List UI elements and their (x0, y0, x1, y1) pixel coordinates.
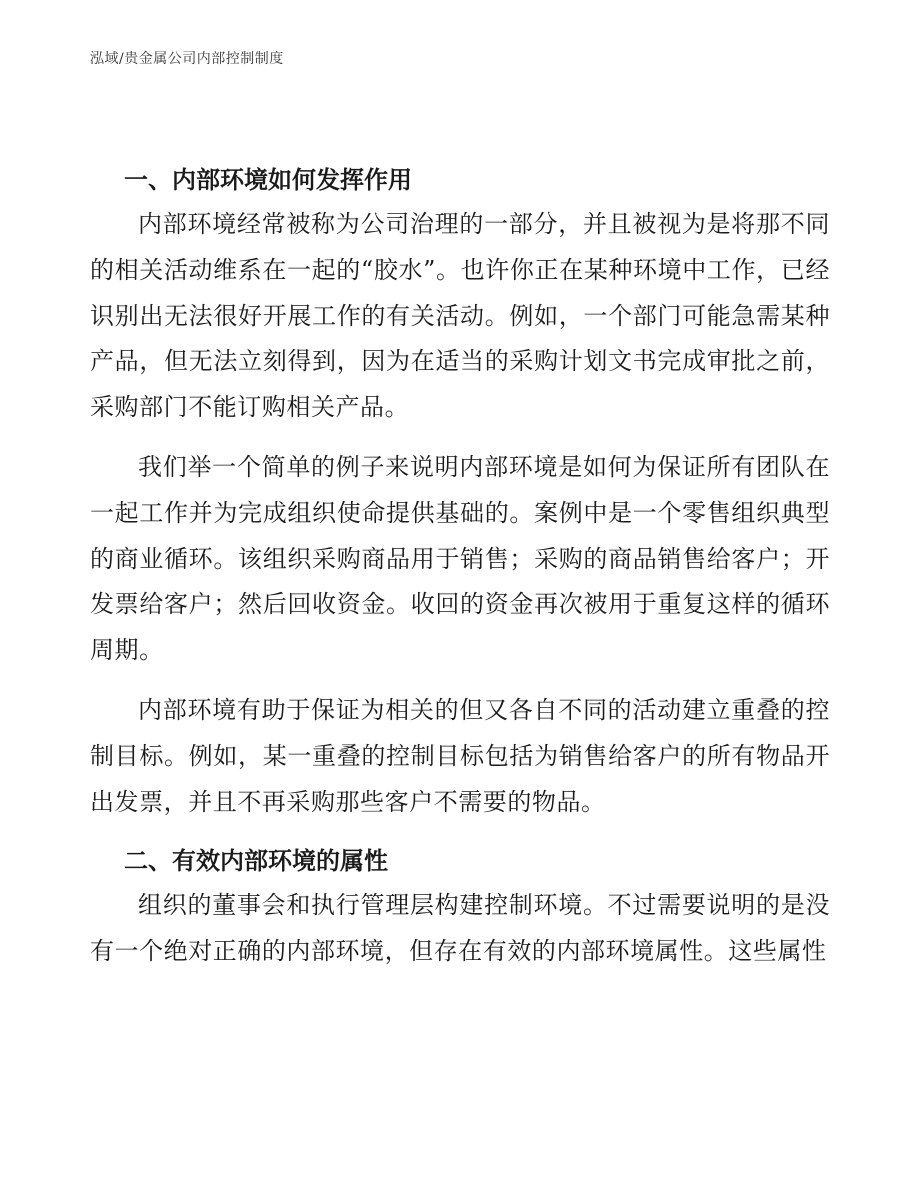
paragraph-4: 组织的董事会和执行管理层构建控制环境。不过需要说明的是没有一个绝对正确的内部环境，但存在有效的内部环境属性。这些属性 (90, 891, 830, 966)
paragraph-3: 内部环境有助于保证为相关的但又各自不同的活动建立重叠的控制目标。例如，某一重叠的控制目标包括为销售给客户的所有物品开出发票，并且不再采购那些客户不需要的物品。 (90, 695, 830, 816)
header-divider (90, 76, 830, 77)
document-body (90, 158, 830, 975)
section-heading-2: 二、有效内部环境的属性 (124, 846, 388, 876)
paragraph-2: 我们举一个简单的例子来说明内部环境是如何为保证所有团队在一起工作并为完成组织使命提供基础的。案例中是一个零售组织典型的商业循环。该组织采购商品用于销售；采购的商品销售给客户；开发票给客户；然后回收资金。收回的资金再次被用于重复这样的循环周期。 (90, 452, 830, 665)
section-heading-1: 一、内部环境如何发挥作用 (124, 165, 412, 194)
page-header: 泓域/贵金属公司内部控制制度 (90, 51, 284, 67)
paragraph-1: 内部环境经常被称为公司治理的一部分，并且被视为是将那不同的相关活动维系在一起的“胶水”。也许你正在某种环境中工作，已经识别出无法很好开展工作的有关活动。例如，一个部门可能急需某种产品，但无法立刻得到，因为在适当的采购计划文书完成审批之前，采购部门不能订购相关产品。 (90, 210, 830, 422)
